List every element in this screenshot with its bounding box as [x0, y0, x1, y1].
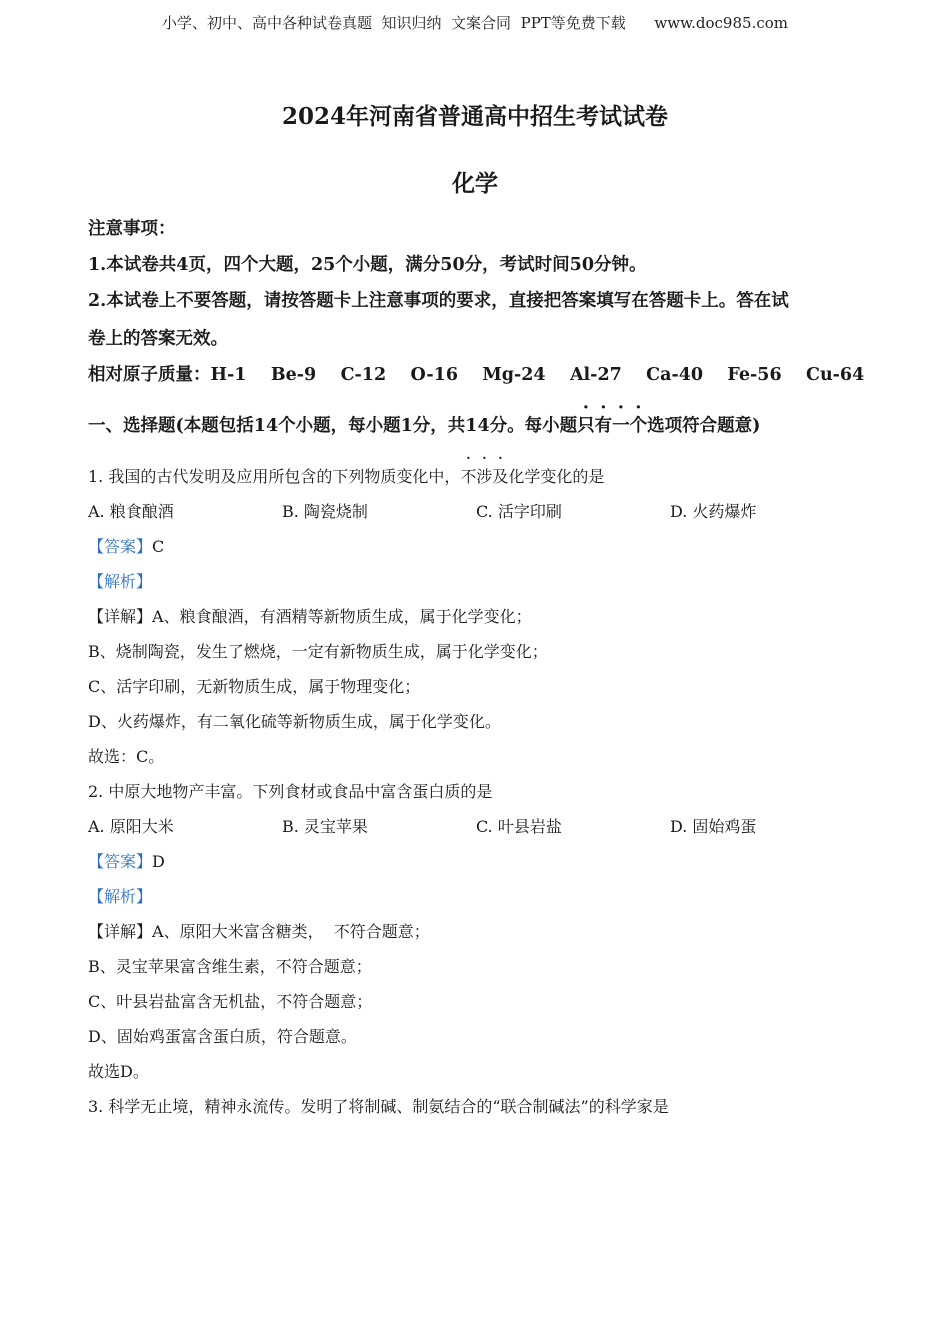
- q2-detail-d: D、固始鸡蛋富含蛋白质，符合题意。: [88, 1027, 357, 1046]
- atomic-masses: 相对原子质量：H-1 Be-9 C-12 O-16 Mg-24 Al-27 Ca-40 Fe-56 Cu-64: [88, 365, 865, 385]
- q2-detail-c: C、叶县岩盐富含无机盐，不符合题意；: [88, 992, 373, 1011]
- emphasis-char: 有: [594, 416, 613, 436]
- q1-detail-d: D、火药爆炸，有二氧化硫等新物质生成，属于化学变化。: [88, 712, 501, 731]
- page-header: 小学、初中、高中各种试卷真题 知识归纳 文案合同 PPT等免费下载 www.doc985.com: [161, 14, 788, 32]
- emphasis-char: 只: [577, 416, 595, 436]
- section-1-text: 一、选择题(本题包括14个小题，每小题1分，共14分。每小题: [88, 416, 578, 436]
- question-3-stem: 3. 科学无止境，精神永流传。发明了将制碱、制氨结合的“联合制碱法”的科学家是: [88, 1097, 669, 1116]
- q1-detail-c: C、活字印刷，无新物质生成，属于物理变化；: [88, 677, 421, 696]
- notice-item-2-line-1: 2.本试卷上不要答题，请按答题卡上注意事项的要求，直接把答案填写在答题卡上。答在试: [88, 291, 789, 311]
- q1-option-b: B. 陶瓷烧制: [282, 502, 368, 521]
- section-1-heading: [88, 416, 760, 436]
- q2-detail-b: B、灵宝苹果富含维生素，不符合题意；: [88, 957, 372, 976]
- q1-detail-b: B、烧制陶瓷，发生了燃烧，一定有新物质生成，属于化学变化；: [88, 642, 548, 661]
- question-text: 化学变化的是: [508, 467, 605, 486]
- notice-heading: 注意事项：: [88, 219, 176, 239]
- question-2-stem: 2. 中原大地物产丰富。下列食材或食品中富含蛋白质的是: [88, 782, 493, 801]
- detail-text: A、粮食酿酒，有酒精等新物质生成，属于化学变化；: [152, 607, 532, 626]
- q1-detail-a: [88, 607, 532, 627]
- answer-value: C: [152, 537, 165, 556]
- emphasis-char: 及: [492, 467, 509, 486]
- q1-conclusion: 故选：C。: [88, 747, 165, 766]
- q1-option-a: A. 粮食酿酒: [88, 502, 174, 521]
- q1-answer: [88, 537, 164, 557]
- question-1-stem: [88, 467, 604, 487]
- answer-label: 【答案】: [88, 537, 153, 556]
- q2-option-d: D. 固始鸡蛋: [670, 817, 757, 836]
- q1-option-c: C. 活字印刷: [476, 502, 562, 521]
- answer-value: D: [152, 852, 165, 871]
- q2-option-b: B. 灵宝苹果: [282, 817, 368, 836]
- q2-detail-a: [88, 922, 430, 942]
- answer-label: 【答案】: [88, 852, 153, 871]
- notice-item-1: 1.本试卷共4页，四个大题，25个小题，满分50分，考试时间50分钟。: [88, 255, 647, 275]
- q1-analysis-label: 【解析】: [88, 572, 153, 591]
- emphasis-char: 不: [460, 467, 477, 486]
- emphasis-char: 一: [612, 416, 630, 436]
- q2-conclusion: 故选D。: [88, 1062, 149, 1081]
- emphasis-char: 个: [629, 416, 648, 436]
- q2-analysis-label: 【解析】: [88, 887, 153, 906]
- detail-text: A、原阳大米富含糖类， 不符合题意；: [152, 922, 430, 941]
- q2-option-a: A. 原阳大米: [88, 817, 174, 836]
- detail-label: 【详解】: [88, 922, 153, 941]
- emphasis-char: 涉: [476, 467, 493, 486]
- section-1-text: 选项符合题意): [647, 416, 761, 436]
- notice-item-2-line-2: 卷上的答案无效。: [88, 329, 228, 349]
- detail-label: 【详解】: [88, 607, 153, 626]
- q2-answer: [88, 852, 165, 872]
- subject-title: 化学: [452, 170, 498, 197]
- q2-option-c: C. 叶县岩盐: [476, 817, 562, 836]
- exam-title: 2024年河南省普通高中招生考试试卷: [281, 103, 668, 130]
- q1-option-d: D. 火药爆炸: [670, 502, 757, 521]
- question-text: 1. 我国的古代发明及应用所包含的下列物质变化中，: [88, 467, 461, 486]
